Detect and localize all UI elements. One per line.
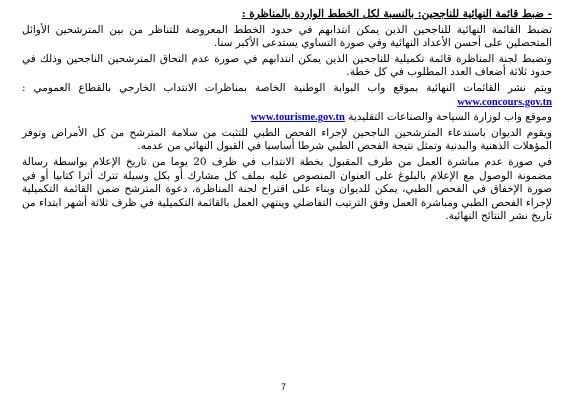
paragraph-text: وتضبط لجنة المناظرة قائمة تكميلية للناجحين الذين يمكن انتدابهم في صورة عدم التحاق المترشحين الناجحين وذلك في حدود ثلاثة أضعاف العدد المطلوب في كل خطة. [22, 52, 552, 79]
paragraph-tourism-site [22, 111, 552, 125]
tourism-ministry-link[interactable]: www.tourisme.gov.tn [250, 112, 345, 124]
document-body [22, 8, 552, 224]
section-heading: - ضبط قائمة النهائية للناجحين: بالنسبة لكل الخطط الواردة بالمناظرة : [241, 8, 552, 20]
concours-portal-link[interactable]: www.concours.gov.tn [457, 96, 552, 108]
paragraph-non-commencement [22, 156, 552, 224]
paragraph-medical-exam [22, 127, 552, 154]
page-number: 7 [280, 382, 286, 392]
paragraph-text: ويقوم الديوان باستدعاء المترشحين الناجحين لإجراء الفحص الطبي للتثبت من سلامة المترشح من كل الأمراض وتوفر المؤهلات الذهنية والبدنية وتمثل نتيجة الفحص الطبي شرطا أساسيا في القبول النهائي من عدمه. [22, 126, 552, 153]
paragraph-text: وموقع واب لوزارة السياحة والصناعات التقليدية [348, 111, 552, 124]
paragraph-publication-portal [22, 82, 552, 109]
paragraph-supplementary-list [22, 53, 552, 80]
paragraph-text: في صورة عدم مباشرة العمل من طرف المقبول بخطة الانتداب في ظرف 20 يوما من تاريخ الإعلام بواسطة رسالة مضمونة الوصول مع الإعلام بالبلوغ على العنوان المنصوص عليه بملف كل مشارك أو بكل وسيلة تترك أثرا كتابيا أو في صورة الإخفاق في الفحص الطبي، يمكن للديوان وبناء على اقتراح لجنة المناظرة، دعوة المترشح ضمن القائمة التكميلية لإجراء الفحص الطبي ومباشرة العمل وفق الترتيب التفاضلي وينتهي العمل بالقائمة التكميلية في ظرف ثلاثة أشهر ابتداء من تاريخ نشر النتائج النهائية. [22, 155, 553, 223]
paragraph-text: ويتم نشر القائمات النهائية بموقع واب البوابة الوطنية الخاصة بمناظرات الانتداب الخارجي بالقطاع العمومي : [22, 81, 552, 94]
paragraph-final-list [22, 24, 552, 51]
paragraph-text: تضبط القائمة النهائية للناجحين الذين يمكن انتدابهم في حدود الخطط المعروضة للتناظر من بين المترشحين الأوائل المتحصلين على أحسن الأعداد النهائية وفي صورة التساوي يستدعى الأكبر سنا. [22, 23, 552, 50]
